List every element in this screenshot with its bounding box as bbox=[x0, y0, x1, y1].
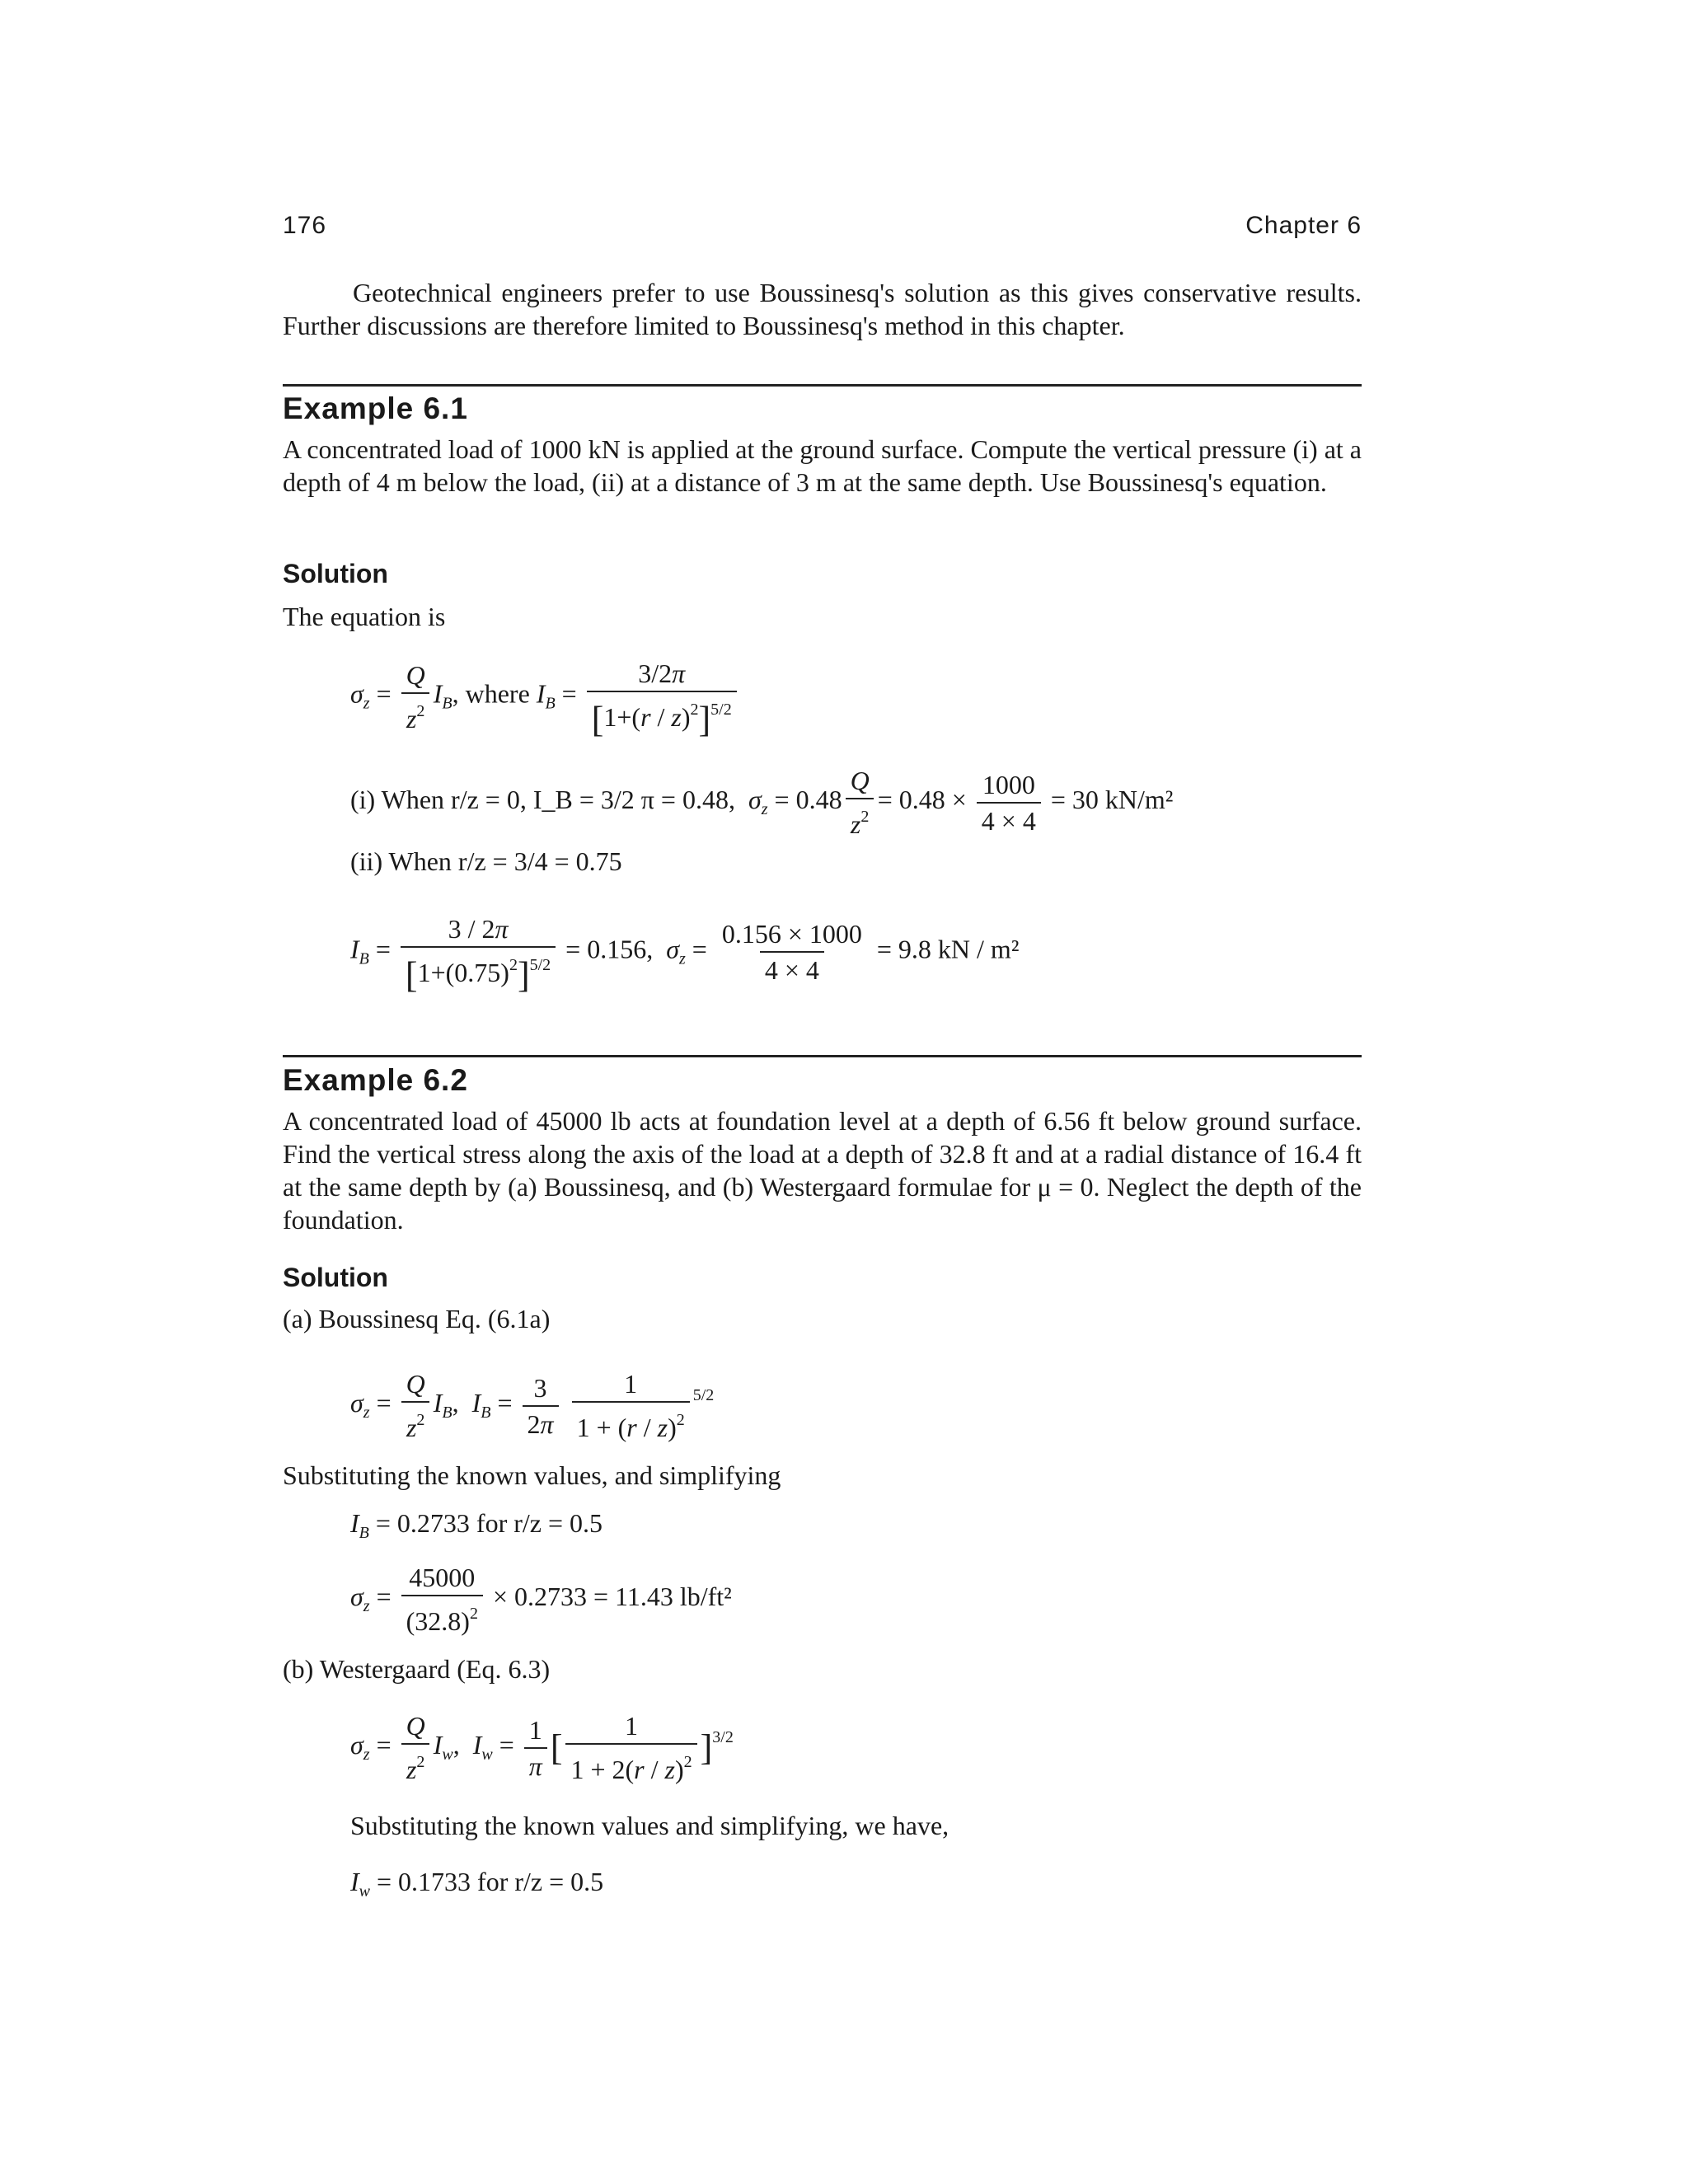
chapter-label: Chapter 6 bbox=[1245, 212, 1362, 239]
example-title: Example 6.1 bbox=[283, 391, 468, 425]
example-problem: A concentrated load of 1000 kN is applied at the ground surface. Compute the vertical pressure (i) at a depth of 4 m below the load, (ii) at a distance of 3 m at the same depth. Use Boussinesq's equation. bbox=[283, 434, 1362, 497]
step-i-result: = 30 kN/m² bbox=[1050, 784, 1174, 814]
example-problem: A concentrated load of 45000 lb acts at foundation level at a depth of 6.56 ft below ground surface. Find the vertical stress along the axis of the load at a depth of 32.8 ft and at a radial distance of 16.4 ft at the same depth by (a) Boussinesq, and (b) Westergaard formulae for μ = 0. Neglect the depth of the foundation. bbox=[283, 1106, 1362, 1235]
example-title: Example 6.2 bbox=[283, 1063, 468, 1097]
solution-heading: Solution bbox=[283, 1263, 388, 1292]
westergaard-formula: $\sigma_z$ = $\frac{Q}{z^2}$ $I_w$, $I_w$ = $\frac{1}{\pi}$ [ $\frac{1}{1 + 2(r / z)^2}$ ]$^{3/2}$ bbox=[350, 1711, 734, 1784]
equation-intro: The equation is bbox=[283, 602, 446, 631]
step-ii-line: (ii) When r/z = 3/4 = 0.75 bbox=[350, 846, 622, 876]
sigma-equation: $\sigma_z$ = $\frac{45000}{(32.8)^2}$ × 0.2733 = 11.43 lb/ft² bbox=[350, 1563, 732, 1636]
sigma-result: = 9.8 kN / m² bbox=[876, 934, 1020, 964]
part-a-label: (a) Boussinesq Eq. (6.1a) bbox=[283, 1304, 551, 1333]
ib-result: = 0.156, bbox=[565, 934, 654, 964]
boussinesq-formula: $\sigma_z$ = $\frac{Q}{z^2}$ $I_B$, $I_B$ = $\frac{3}{2\pi}$ $\frac{1}{1 + (r / z)^2}$ $^{5/2}$ bbox=[350, 1369, 715, 1442]
substituting-a: Substituting the known values, and simplifying bbox=[283, 1460, 781, 1490]
page-number: 176 bbox=[283, 212, 327, 239]
example-rule bbox=[283, 384, 1362, 387]
ib-value: = 0.2733 for r/z = 0.5 bbox=[375, 1508, 603, 1538]
boussinesq-equation: $\sigma_z$ = $\frac{Q}{z^2}$ $I_B$, where $I_B$ = $\frac{3/2\pi}{[1+(r / z)^2]^{5/2}}$ bbox=[350, 658, 740, 736]
step-i-prefix: (i) When r/z = 0, I_B = 3/2 π = 0.48, bbox=[350, 784, 735, 814]
example-rule bbox=[283, 1055, 1362, 1057]
solution-heading: Solution bbox=[283, 559, 388, 588]
intro-paragraph: Geotechnical engineers prefer to use Boussinesq's solution as this gives conservative results. Further discussions are therefore limited to Boussinesq's method in this chapter. bbox=[283, 278, 1362, 340]
iw-value: = 0.1733 for r/z = 0.5 bbox=[377, 1867, 604, 1896]
substituting-b: Substituting the known values and simplifying, we have, bbox=[350, 1811, 950, 1840]
ib-value-line: $I_B = 0.2733$ for r/z = 0.5 bbox=[350, 1508, 603, 1542]
iw-value-line: $I_w = 0.1733$ for r/z = 0.5 bbox=[350, 1867, 604, 1900]
part-b-label: (b) Westergaard (Eq. 6.3) bbox=[283, 1654, 551, 1684]
sigma-value: × 0.2733 = 11.43 lb/ft² bbox=[492, 1581, 732, 1611]
step-ii-equation: $I_B$ = $\frac{3 / 2\pi}{[1+(0.75)^2]^{5/2}}$ = 0.156, $\sigma_z$ = $\frac{0.156 \times 1000}{4 \times 4}$ = 9.8 kN / m² bbox=[350, 914, 1020, 996]
step-i-equation: (i) When r/z = 0, I_B = 3/2 π = 0.48, $\sigma_z = 0.48$ $\frac{Q}{z^2}$ = 0.48 × $\frac{1000}{4 \times 4}$ = 30 kN/m² bbox=[350, 766, 1174, 839]
